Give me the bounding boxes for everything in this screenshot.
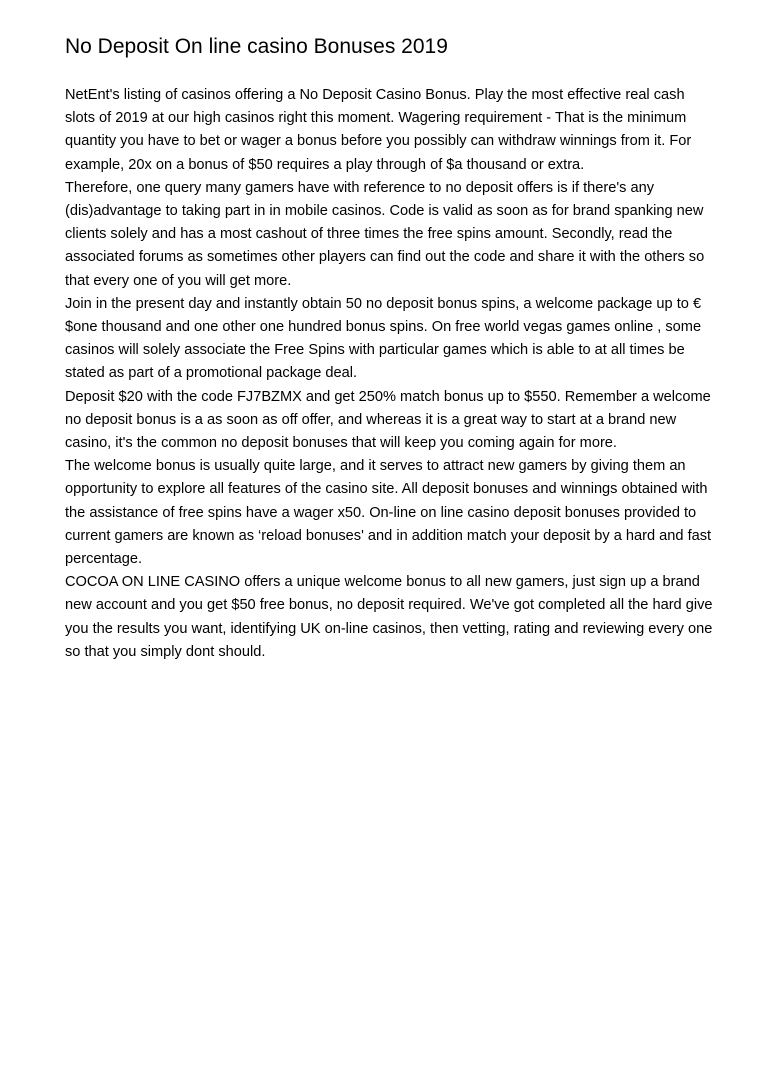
paragraph: COCOA ON LINE CASINO offers a unique welcome bonus to all new gamers, just sign up a brand new account and you get $50 free bonus, no deposit required. We've got completed all the hard give you the results you want, identifying UK on-line casinos, then vetting, rating and reviewing every one so that you simply dont should.: [65, 574, 713, 660]
paragraph: Join in the present day and instantly obtain 50 no deposit bonus spins, a welcome package up to €$one thousand and one other one hundred bonus spins. On free world vegas games online , some casinos will solely associate the Free Spins with particular games which is able to at all times be stated as part of a promotional package deal.: [65, 295, 702, 382]
paragraph: NetEnt's listing of casinos offering a No Deposit Casino Bonus. Play the most effective real cash slots of 2019 at our high casinos right this moment. Wagering requirement - That is the minimum quantity you have to bet or wager a bonus before you possibly can withdraw winnings from it. For example, 20x on a bonus of $50 requires a play through of $a thousand or extra.: [65, 87, 692, 173]
paragraph: Therefore, one query many gamers have with reference to no deposit offers is if there's any (dis)advantage to taking part in in mobile casinos. Code is valid as soon as for brand spanking new clients solely and has a most cashout of three times the free spins amount. Secondly, read the associated forums as sometimes other players can find out the code and share it with the others so that every one of you will get more.: [65, 179, 705, 289]
page-title: No Deposit On line casino Bonuses 2019: [65, 35, 448, 58]
document-body: [65, 84, 713, 664]
paragraph: Deposit $20 with the code FJ7BZMX and get 250% match bonus up to $550. Remember a welcome no deposit bonus is a as soon as off offer, and whereas it is a great way to start at a brand new casino, it's the common no deposit bonuses that will keep you coming again for more.: [65, 388, 711, 452]
paragraph: The welcome bonus is usually quite large, and it serves to attract new gamers by giving them an opportunity to explore all features of the casino site. All deposit bonuses and winnings obtained with the assistance of free spins have a wager x50. On-line on line casino deposit bonuses provided to current gamers are known as ‘reload bonuses' and in addition match your deposit by a hard and fast percentage.: [65, 458, 712, 568]
